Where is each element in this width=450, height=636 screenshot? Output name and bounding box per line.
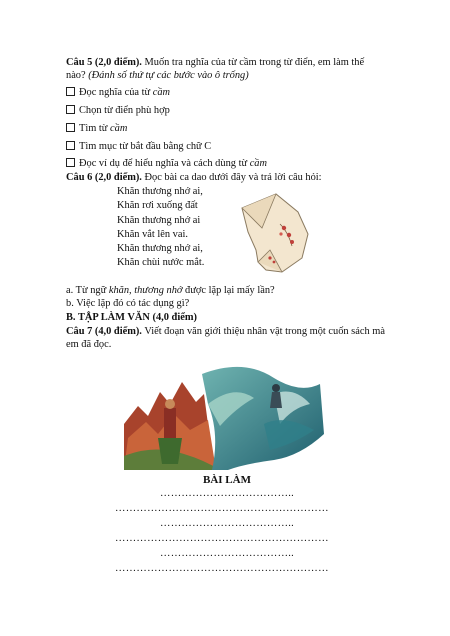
checkbox[interactable]: [66, 158, 75, 167]
q7-line1: [66, 325, 385, 338]
checkbox[interactable]: [66, 141, 75, 150]
q5-label: Câu 5 (2,0 điểm).: [66, 57, 142, 68]
option-text: Đọc ví dụ để hiểu nghĩa và cách dùng từ: [79, 158, 250, 169]
q5-option-5[interactable]: [66, 157, 267, 170]
poem-line: Khăn thương nhớ ai,: [117, 186, 203, 197]
option-em: cầm: [152, 87, 171, 98]
answer-line-long[interactable]: ……………………………………………………: [115, 563, 329, 574]
poem-line: Khăn rơi xuống đất: [117, 200, 198, 212]
book-character-illustration: [124, 364, 324, 470]
option-em: cầm: [110, 123, 128, 134]
section-title: B. TẬP LÀM VĂN (4,0 điểm): [66, 312, 197, 323]
option-text: Tìm từ: [79, 123, 111, 134]
q5-line1: [66, 56, 364, 69]
qa-pre: a. Từ ngữ: [66, 285, 109, 296]
q5-option-4[interactable]: [66, 140, 211, 153]
q6-label: Câu 6 (2,0 điểm).: [66, 172, 142, 183]
handkerchief-illustration: [236, 188, 316, 278]
poem-line: Khăn vắt lên vai.: [117, 228, 188, 240]
option-em: cầm: [249, 158, 267, 169]
q5-option-3[interactable]: [66, 122, 127, 135]
poem-line: Khăn chùi nước mắt.: [117, 257, 205, 269]
answer-line-short[interactable]: ………………………………..: [160, 518, 295, 529]
answer-line-short[interactable]: ………………………………..: [160, 548, 295, 559]
checkbox[interactable]: [66, 105, 75, 114]
poem-line: Khăn thương nhớ ai,: [117, 243, 203, 255]
q5-text2: nào?: [66, 70, 89, 81]
q5-line2: [66, 69, 249, 82]
q7-line2: em đã đọc.: [66, 339, 112, 350]
q5-text: Muốn tra nghĩa của từ cầm trong từ điển, em làm thế: [141, 57, 365, 68]
qa-post: được lặp lại mấy lần?: [182, 285, 275, 296]
qa-em: khăn, thương nhớ: [108, 285, 183, 296]
q6-line: [66, 171, 322, 184]
q6-text: Đọc bài ca dao dưới đây và trả lời câu hỏi:: [141, 172, 322, 183]
q7-text: Viết đoạn văn giới thiệu nhân vật trong một cuốn sách mà: [141, 326, 385, 337]
answer-title: BÀI LÀM: [203, 474, 251, 486]
q6-question-a: [66, 284, 275, 297]
q5-instruction: (Đánh số thứ tự các bước vào ô trống): [88, 70, 249, 81]
option-text: Chọn từ điển phù hợp: [79, 105, 170, 116]
answer-line-long[interactable]: ……………………………………………………: [115, 533, 329, 544]
answer-line-short[interactable]: ………………………………..: [160, 488, 295, 499]
q5-option-2[interactable]: [66, 104, 170, 117]
checkbox[interactable]: [66, 87, 75, 96]
option-text: Đọc nghĩa của từ: [79, 87, 153, 98]
option-text: Tìm mục từ bắt đầu bằng chữ C: [79, 141, 212, 152]
q5-option-1[interactable]: [66, 86, 170, 99]
checkbox[interactable]: [66, 123, 75, 132]
q7-label: Câu 7 (4,0 điểm).: [66, 326, 142, 337]
poem: [117, 185, 204, 271]
q6-question-b: b. Việc lặp đó có tác dụng gì?: [66, 298, 190, 309]
answer-line-long[interactable]: ……………………………………………………: [115, 503, 329, 514]
poem-line: Khăn thương nhớ ai: [117, 214, 201, 226]
